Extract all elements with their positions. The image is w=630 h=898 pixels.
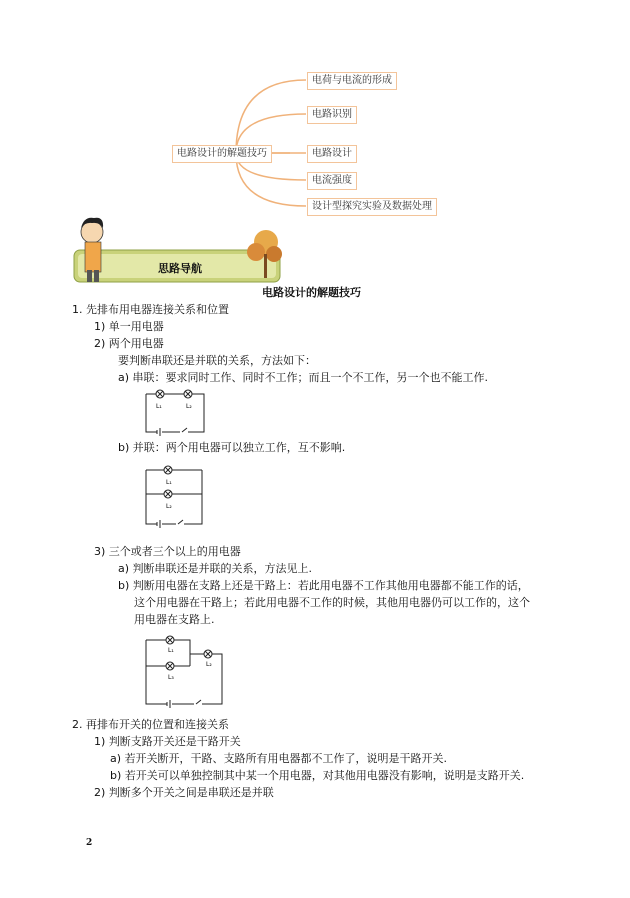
- parallel-lamp-label-1: L₁: [166, 479, 172, 486]
- mixed-lamp-label-3: L₃: [168, 674, 174, 681]
- parallel-lamp-label-2: L₂: [166, 503, 172, 510]
- mindmap-branch-3: 电路设计: [307, 145, 357, 163]
- item-1-2-intro: 要判断串联还是并联的关系，方法如下：: [118, 354, 316, 367]
- mindmap-branch-2: 电路识别: [307, 106, 357, 124]
- item-2-1-a: a) 若开关断开，干路、支路所有用电器都不工作了，说明是干路开关.: [110, 752, 448, 765]
- item-1-3-b-line2: 这个用电器在干路上；若此用电器不工作的时候，其他用电器仍可以工作的，这个: [134, 596, 530, 609]
- mindmap-branch-4: 电流强度: [307, 172, 357, 190]
- item-1-3-b-line1: b) 判断用电器在支路上还是干路上：若此用电器不工作其他用电器都不能工作的话，: [118, 579, 529, 592]
- item-1-3-a: a) 判断串联还是并联的关系，方法见上.: [118, 562, 313, 575]
- mindmap-branch-5: 设计型探究实验及数据处理: [307, 198, 437, 216]
- banner-label: 思路导航: [158, 262, 202, 275]
- mixed-circuit-diagram: [140, 630, 230, 710]
- item-2-2: 2) 判断多个开关之间是串联还是并联: [94, 786, 274, 799]
- item-1-2: 2) 两个用电器: [94, 337, 164, 350]
- item-1-1: 1) 单一用电器: [94, 320, 164, 333]
- series-lamp-label-2: L₂: [186, 403, 192, 410]
- series-lamp-label-1: L₁: [156, 403, 162, 410]
- item-1-2-a: a) 串联：要求同时工作、同时不工作；而且一个不工作，另一个也不能工作.: [118, 371, 489, 384]
- series-circuit-diagram: [140, 388, 220, 440]
- mindmap-branch-1: 电荷与电流的形成: [307, 72, 397, 90]
- mixed-lamp-label-2: L₂: [206, 661, 212, 668]
- parallel-circuit-diagram: [140, 460, 220, 532]
- page-number: 2: [86, 838, 93, 848]
- heading-2: 2. 再排布开关的位置和连接关系: [72, 718, 229, 731]
- item-2-1-b: b) 若开关可以单独控制其中某一个用电器，对其他用电器没有影响，说明是支路开关.: [110, 769, 525, 782]
- item-1-3-b-line3: 用电器在支路上.: [134, 613, 215, 626]
- section-title: 电路设计的解题技巧: [262, 286, 361, 299]
- heading-1: 1. 先排布用电器连接关系和位置: [72, 303, 229, 316]
- item-2-1: 1) 判断支路开关还是干路开关: [94, 735, 241, 748]
- item-1-3: 3) 三个或者三个以上的用电器: [94, 545, 241, 558]
- mindmap-center: 电路设计的解题技巧: [172, 145, 272, 163]
- item-1-2-b: b) 并联：两个用电器可以独立工作，互不影响.: [118, 441, 346, 454]
- mixed-lamp-label-1: L₁: [168, 647, 174, 654]
